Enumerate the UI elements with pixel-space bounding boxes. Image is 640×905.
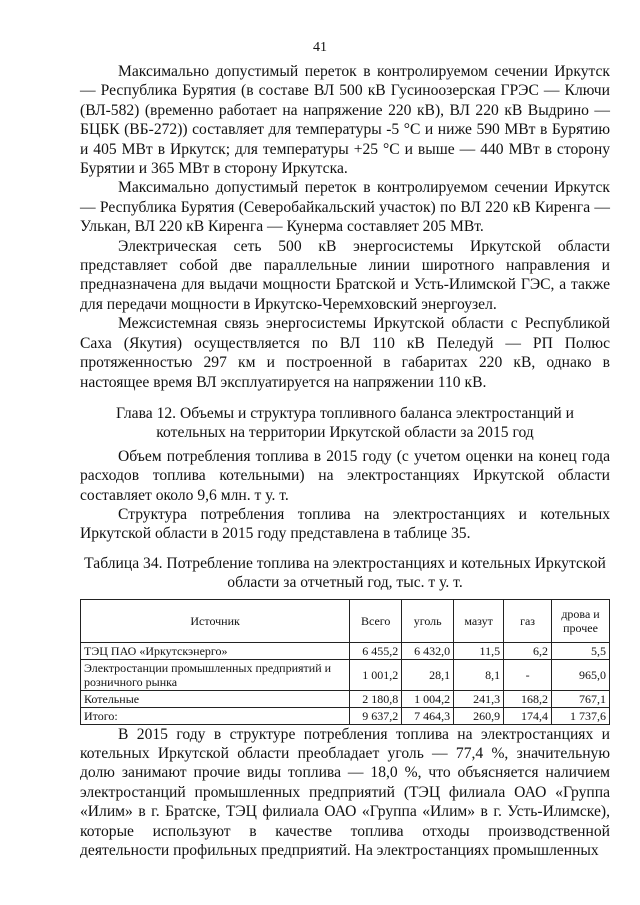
column-header: дрова и прочее [552,599,610,642]
table-cell: 241,3 [454,690,504,707]
table-cell: 28,1 [402,659,454,690]
column-header: уголь [402,599,454,642]
paragraph-peretok-severobaikalsky: Максимально допустимый переток в контролируемом сечении Иркутск — Республика Бурятия (Северобайкальский участок) по ВЛ 220 кВ Киренга — Улькан, ВЛ 220 кВ Киренга — Кунерма составляет 205 МВт. [80,179,610,236]
table-row [81,659,610,690]
table-cell: 6 455,2 [350,642,402,659]
table-cell: 6 432,0 [402,642,454,659]
table-header-row [81,599,610,642]
paragraph-fuel-volume: Объем потребления топлива в 2015 году (с учетом оценки на конец года расходов топлива котельными) на электростанциях Иркутской области составляет около 9,6 млн. т у. т. [80,447,610,504]
table-row [81,642,610,659]
document-body [80,62,610,860]
table-cell: Итого: [81,707,350,724]
column-header: Всего [350,599,402,642]
table-cell: 9 637,2 [350,707,402,724]
table-cell: 965,0 [552,659,610,690]
table-row [81,690,610,707]
page-number: 41 [313,40,327,55]
table-cell: 2 180,8 [350,690,402,707]
table-cell: 1 737,6 [552,707,610,724]
table-cell: 174,4 [504,707,552,724]
table-cell: 8,1 [454,659,504,690]
table-cell: 5,5 [552,642,610,659]
paragraph-peretok-irkutsk-buryatia: Максимально допустимый переток в контролируемом сечении Иркутск — Республика Бурятия (в составе ВЛ 500 кВ Гусиноозерская ГРЭС — Ключи (ВЛ-582) (временно работает на напряжение 220 кВ), ВЛ 220 кВ Выдрино — БЦБК (ВБ-272)) составляет для температуры -5 °С и ниже 590 МВт в Бурятию и 405 МВт в Иркутск; для температуры +25 °С и выше — 440 МВт в сторону Бурятии и 365 МВт в сторону Иркутска. [80,63,610,178]
paragraph-fuel-structure: Структура потребления топлива на электростанциях и котельных Иркутской области в 2015 году представлена в таблице 35. [80,505,610,543]
table-cell: 1 004,2 [402,690,454,707]
chapter-title: Глава 12. Объемы и структура топливного баланса электростанций и котельных на территории Иркутской области за 2015 год [116,404,574,442]
table-cell: 11,5 [454,642,504,659]
paragraph-network-500kv: Электрическая сеть 500 кВ энергосистемы Иркутской области представляет собой две параллельные линии широтного направления и предназначена для выдачи мощности Братской и Усть-Илимской ГЭС, а также для передачи мощности в Иркутско-Черемховский энергоузел. [80,237,610,313]
table-cell: 767,1 [552,690,610,707]
table-cell: 6,2 [504,642,552,659]
table-cell: 260,9 [454,707,504,724]
table-cell: 1 001,2 [350,659,402,690]
table-cell: - [504,659,552,690]
fuel-consumption-table [80,599,610,725]
table-cell: Котельные [81,690,350,707]
paragraph-fuel-analysis: В 2015 году в структуре потребления топлива на электростанциях и котельных Иркутской области преобладает уголь — 77,4 %, значительную долю занимают прочие виды топлива — 18,0 %, что объясняется наличием электростанций промышленных предприятий (ТЭЦ филиала ОАО «Группа «Илим» в г. Братске, ТЭЦ филиала ОАО «Группа «Илим» в г. Усть-Илимске), которые используют в качестве топлива отходы производственной деятельности профильных предприятий. На электростанциях промышленных [80,725,610,859]
table-cell: ТЭЦ ПАО «Иркутскэнерго» [81,642,350,659]
column-header: мазут [454,599,504,642]
table-cell: 7 464,3 [402,707,454,724]
table-cell: 168,2 [504,690,552,707]
column-header: газ [504,599,552,642]
column-header: Источник [81,599,350,642]
paragraph-yakutia-link: Межсистемная связь энергосистемы Иркутской области с Республикой Саха (Якутия) осуществляется по ВЛ 110 кВ Пеледуй — РП Полюс протяженностью 297 км и построенной в габаритах 220 кВ, однако в настоящее время ВЛ эксплуатируется на напряжении 110 кВ. [80,315,610,391]
table-caption: Таблица 34. Потребление топлива на электростанциях и котельных Иркутской области за отчетный год, тыс. т у. т. [84,554,606,592]
table-cell: Электростанции промышленных предприятий и розничного рынка [81,659,350,690]
table-row-total [81,707,610,724]
